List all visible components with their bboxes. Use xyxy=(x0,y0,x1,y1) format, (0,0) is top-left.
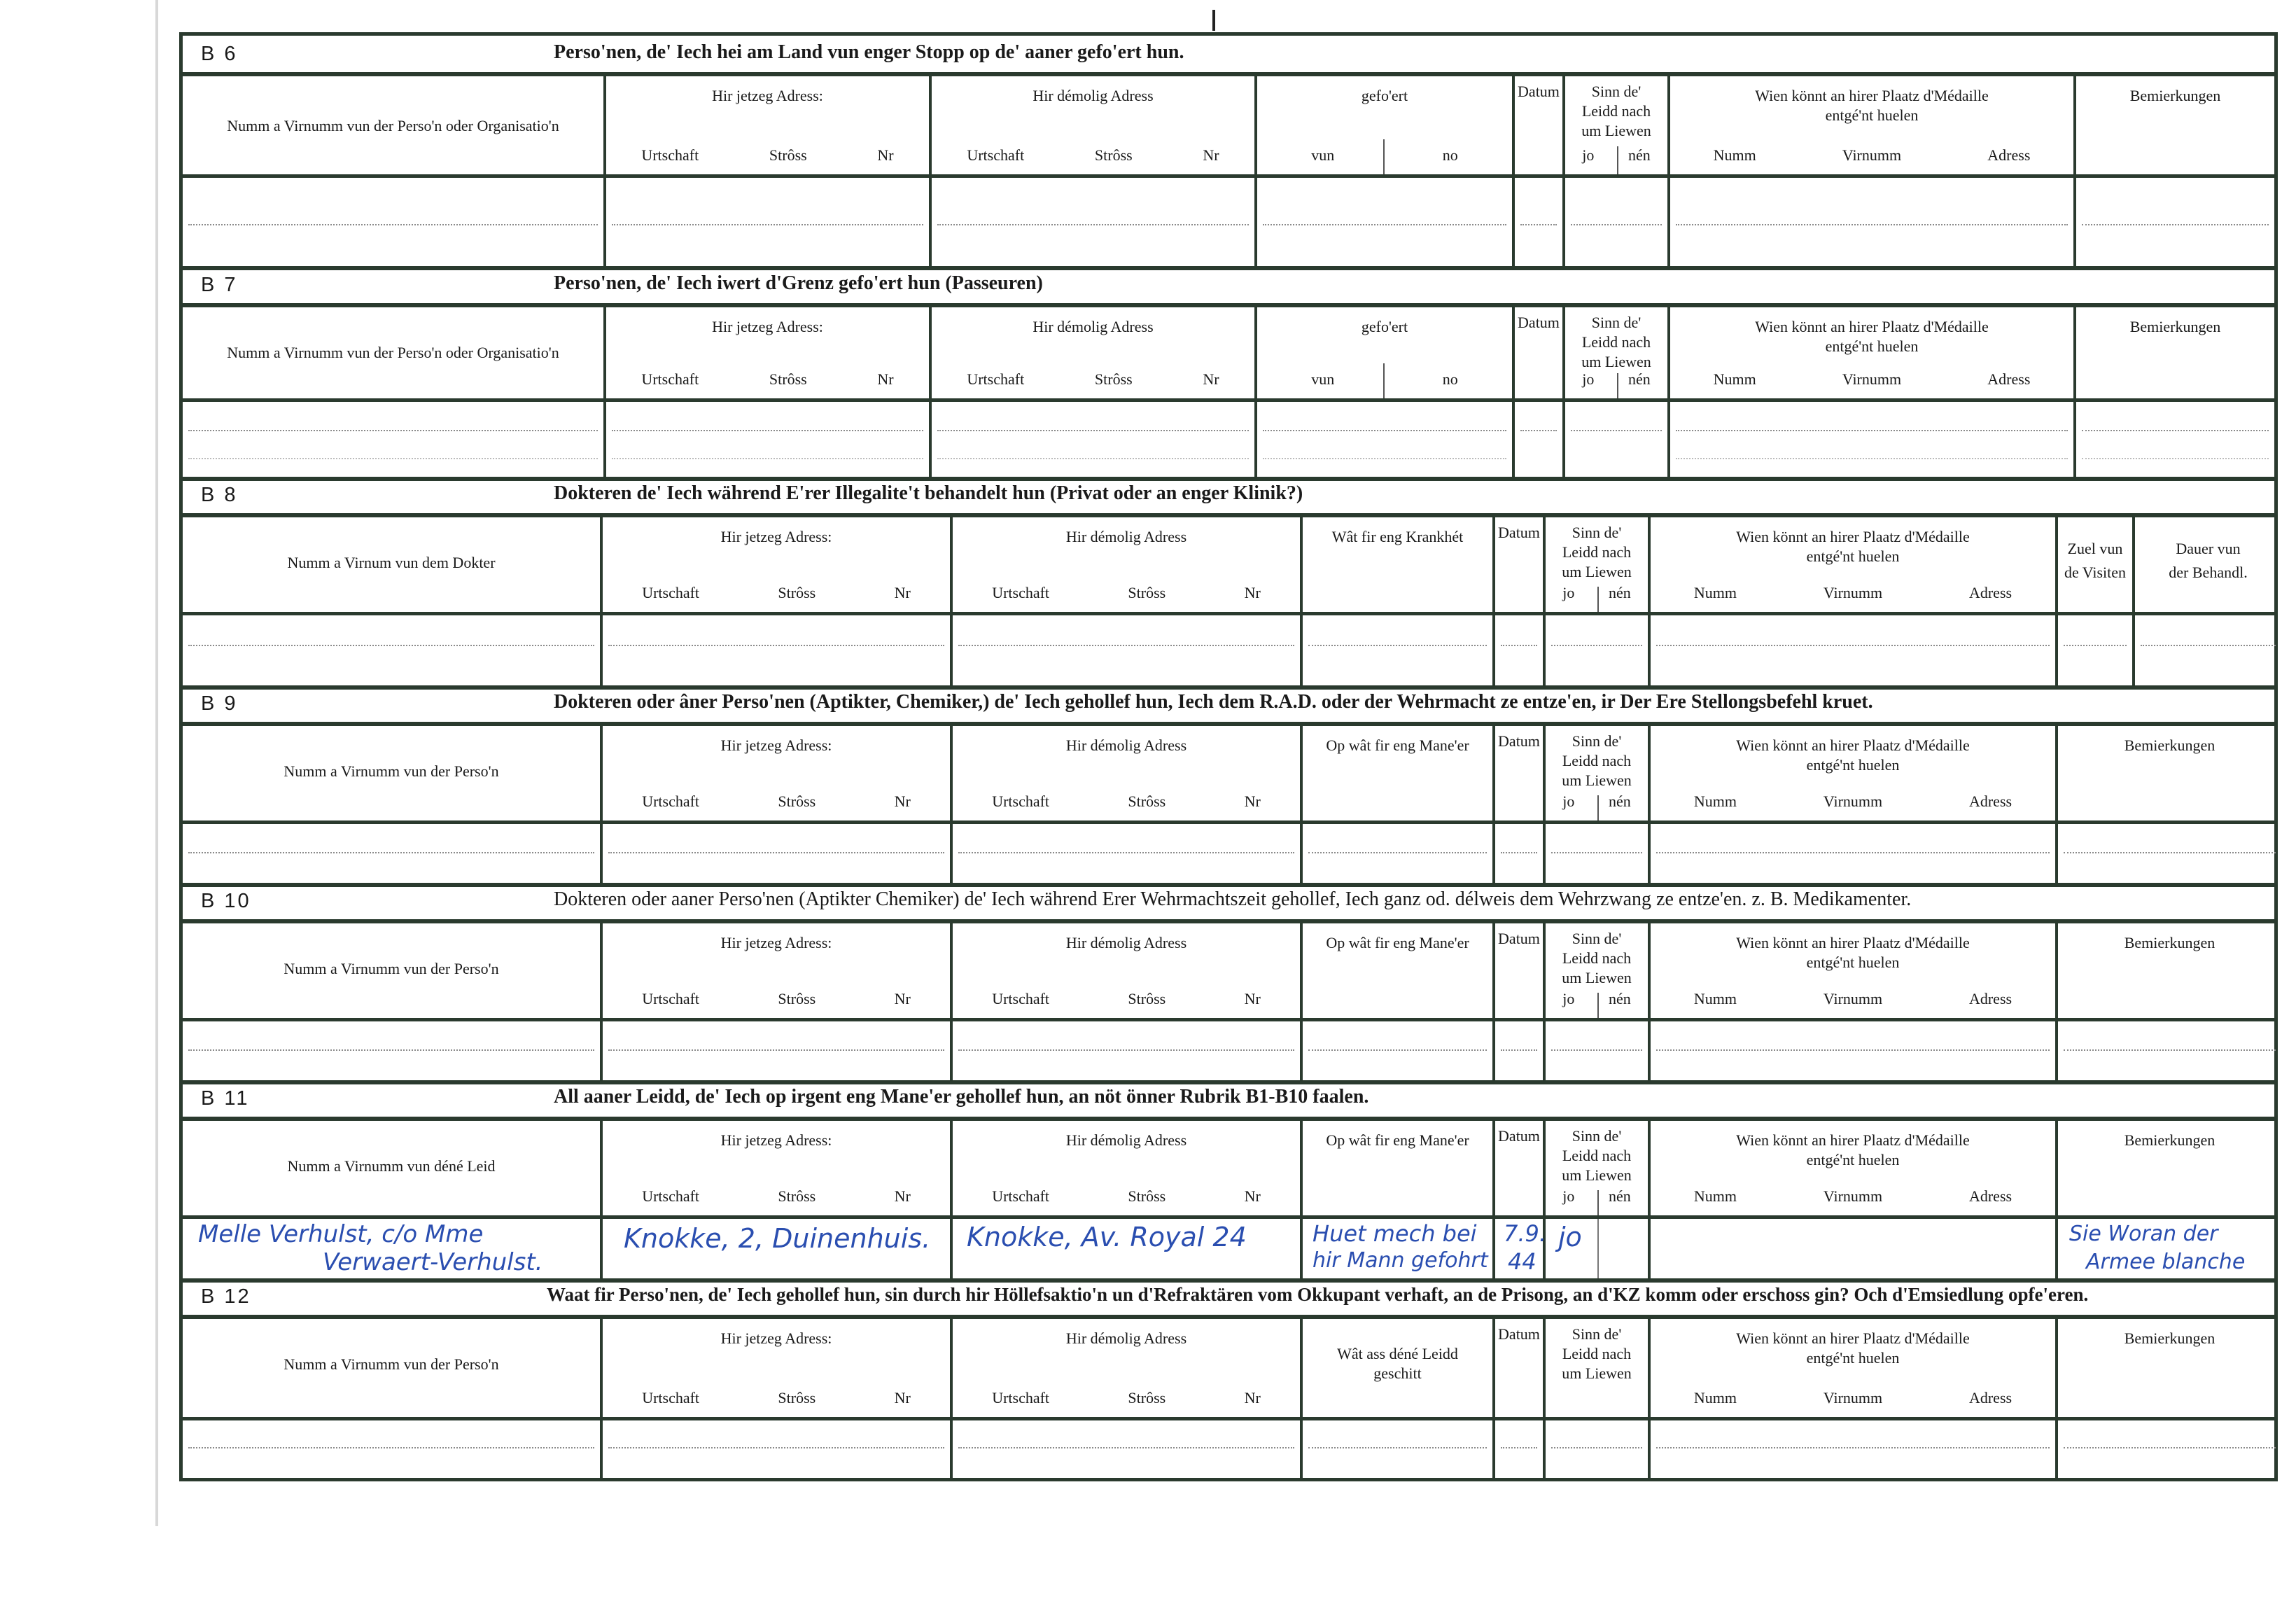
cell-former-address[interactable] xyxy=(953,1420,1303,1478)
col-medal: Wien könnt an hirer Plaatz d'Médaille entgé'nt huelen Numm Virnumm Adress xyxy=(1651,726,2058,821)
col-what-happened: Wât ass déné Leidd geschitt xyxy=(1303,1319,1495,1417)
col-medal: Wien könnt an hirer Plaatz d'Médaille entgé'nt huelen Numm Virnumm Adress xyxy=(1670,76,2076,174)
header-row xyxy=(183,1121,2274,1219)
cell-name[interactable] xyxy=(183,824,603,883)
form-sheet xyxy=(179,32,2278,1481)
cell-medal[interactable] xyxy=(1670,402,2076,477)
section-title: Perso'nen, de' Iech hei am Land vun enger Stopp op de' aaner gefo'ert hun. xyxy=(554,41,1184,63)
section-b7 xyxy=(179,267,2278,477)
cell-former-address[interactable] xyxy=(932,402,1257,477)
section-title: Dokteren oder aaner Perso'nen (Aptikter Chemiker) de' Iech während Erer Wehrmachtszeit gehollef, Iech ganz od. délweis dem Wehrzwang ze entze'en. z. B. Medikamenter. xyxy=(554,888,1912,910)
handwritten-date-line2: 44 xyxy=(1508,1248,1536,1275)
col-former-address: Hir démolig Adress Urtschaft Strôss Nr xyxy=(953,923,1303,1018)
col-datum: Datum xyxy=(1495,923,1546,1018)
handwritten-name-line1: Melle Verhulst, c/o Mme xyxy=(198,1220,484,1248)
col-remarks: Bemierkungen xyxy=(2124,736,2216,754)
col-alive: Sinn de' Leidd nach um Liewen jo nén xyxy=(1546,517,1651,612)
cell-datum[interactable] xyxy=(1495,1420,1546,1478)
col-duration: Dauer vun der Behandl. xyxy=(2169,540,2248,581)
entry-row xyxy=(183,1021,2274,1084)
cell-name[interactable] xyxy=(183,1420,603,1478)
col-current-address: Hir jetzeg Adress: Urtschaft Strôss Nr xyxy=(603,517,953,612)
col-name: Numm a Virnumm vun der Perso'n oder Organisatio'n xyxy=(183,76,606,174)
header-row xyxy=(183,923,2274,1021)
col-name: Numm a Virnumm vun der Perso'n xyxy=(183,726,603,821)
col-name: Numm a Virnumm vun déné Leid xyxy=(183,1121,603,1215)
header-row xyxy=(183,307,2274,402)
cell-duration[interactable] xyxy=(2135,615,2281,685)
top-fold-mark xyxy=(1212,10,1215,31)
col-alive: Sinn de' Leidd nach um Liewen xyxy=(1546,1319,1651,1417)
col-remarks: Bemierkungen xyxy=(2129,87,2221,104)
header-row xyxy=(183,1319,2274,1420)
col-datum: Datum xyxy=(1515,76,1565,174)
cell-former-address[interactable] xyxy=(953,615,1303,685)
entry-row xyxy=(183,615,2274,690)
section-title-bar xyxy=(183,36,2274,76)
cell-current-address[interactable] xyxy=(603,1021,953,1080)
entry-row xyxy=(183,1420,2274,1478)
binding-strip xyxy=(155,0,158,1526)
section-code: B 10 xyxy=(201,890,251,912)
col-remarks: Bemierkungen xyxy=(2124,934,2216,951)
col-current-address: Hir jetzeg Adress: Urtschaft Strôss Nr xyxy=(603,923,953,1018)
cell-datum[interactable] xyxy=(1515,178,1565,266)
col-current-address: Hir jetzeg Adress: Urtschaft Strôss Nr xyxy=(603,1319,953,1417)
col-remarks: Bemierkungen xyxy=(2129,318,2221,335)
section-title-bar xyxy=(183,883,2274,923)
section-title-bar xyxy=(183,1278,2274,1319)
col-datum: Datum xyxy=(1515,307,1565,398)
cell-name[interactable] xyxy=(183,402,606,477)
cell-alive[interactable] xyxy=(1546,1420,1651,1478)
cell-gefoert[interactable] xyxy=(1257,402,1515,477)
cell-alive[interactable] xyxy=(1565,178,1670,266)
section-title: Perso'nen, de' Iech iwert d'Grenz gefo'ert hun (Passeuren) xyxy=(554,272,1043,294)
cell-current-address[interactable] xyxy=(603,1420,953,1478)
col-remarks: Bemierkungen xyxy=(2124,1131,2216,1149)
cell-manner[interactable] xyxy=(1303,1219,1495,1278)
handwritten-manner-line2: hir Mann gefohrt xyxy=(1312,1248,1488,1273)
col-medal: Wien könnt an hirer Plaatz d'Médaille entgé'nt huelen Numm Virnumm Adress xyxy=(1670,307,2076,398)
section-b12 xyxy=(179,1278,2278,1481)
section-b9 xyxy=(179,685,2278,883)
col-former-address: Hir démolig Adress Urtschaft Strôss Nr xyxy=(953,517,1303,612)
cell-remarks[interactable] xyxy=(2076,178,2274,266)
col-alive: Sinn de' Leidd nach um Liewen jo nén xyxy=(1546,923,1651,1018)
section-code: B 9 xyxy=(201,692,238,715)
col-visits: Zuel vun de Visiten xyxy=(2058,517,2135,612)
cell-visits[interactable] xyxy=(2058,615,2135,685)
col-former-address: Hir démolig Adress Urtschaft Strôss Nr xyxy=(932,307,1257,398)
col-name: Numm a Virnumm vun der Perso'n oder Organisatio'n xyxy=(183,307,606,398)
col-alive: Sinn de' Leidd nach um Liewen jo nén xyxy=(1546,726,1651,821)
handwritten-remarks-line1: Sie Woran der xyxy=(2069,1222,2218,1246)
col-current-address: Hir jetzeg Adress: Urtschaft Strôss Nr xyxy=(603,726,953,821)
cell-former-address[interactable] xyxy=(953,1021,1303,1080)
section-code: B 7 xyxy=(201,274,238,296)
section-b6 xyxy=(179,32,2278,267)
cell-current-address[interactable] xyxy=(606,402,932,477)
cell-current-address[interactable] xyxy=(603,1219,953,1278)
section-title-bar xyxy=(183,477,2274,517)
col-illness: Wât fir eng Krankhét xyxy=(1303,517,1495,612)
col-alive: Sinn de' Leidd nach um Liewen jo nén xyxy=(1565,76,1670,174)
cell-former-address[interactable] xyxy=(953,824,1303,883)
col-datum: Datum xyxy=(1495,726,1546,821)
entry-row xyxy=(183,824,2274,887)
section-code: B 11 xyxy=(201,1087,250,1110)
col-datum: Datum xyxy=(1495,517,1546,612)
cell-medal[interactable] xyxy=(1651,1420,2058,1478)
entry-row-filled xyxy=(183,1219,2274,1283)
cell-remarks[interactable] xyxy=(2058,1219,2281,1278)
col-gefoert: gefo'ert vun no xyxy=(1257,307,1515,398)
entry-row xyxy=(183,178,2274,270)
col-current-address: Hir jetzeg Adress: Urtschaft Strôss Nr xyxy=(603,1121,953,1215)
cell-alive[interactable] xyxy=(1565,402,1670,477)
cell-alive[interactable] xyxy=(1546,1021,1651,1080)
section-title-bar xyxy=(183,267,2274,307)
cell-medal[interactable] xyxy=(1651,824,2058,883)
handwritten-current-address: Knokke, 2, Duinenhuis. xyxy=(624,1223,931,1254)
cell-what-happened[interactable] xyxy=(1303,1420,1495,1478)
section-title: Dokteren oder âner Perso'nen (Aptikter, Chemiker,) de' Iech gehollef hun, Iech dem R.A.D. oder der Wehrmacht ze entze'en, ir Der Ere Stellongsbefehl kruet. xyxy=(554,691,1873,713)
col-former-address: Hir démolig Adress Urtschaft Strôss Nr xyxy=(953,1121,1303,1215)
col-name: Numm a Virnumm vun der Perso'n xyxy=(183,1319,603,1417)
cell-current-address[interactable] xyxy=(603,824,953,883)
col-gefoert: gefo'ert vun no xyxy=(1257,76,1515,174)
col-medal: Wien könnt an hirer Plaatz d'Médaille entgé'nt huelen Numm Virnumm Adress xyxy=(1651,1319,2058,1417)
section-b8 xyxy=(179,477,2278,685)
col-manner: Op wât fir eng Mane'er xyxy=(1303,1121,1495,1215)
col-current-address: Hir jetzeg Adress: Urtschaft Strôss Nr xyxy=(606,307,932,398)
section-title: All aaner Leidd, de' Iech op irgent eng Mane'er gehollef hun, an nöt önner Rubrik B1-B10 faalen. xyxy=(554,1086,1369,1108)
handwritten-manner-line1: Huet mech bei xyxy=(1312,1220,1477,1247)
col-alive: Sinn de' Leidd nach um Liewen jo nén xyxy=(1546,1121,1651,1215)
col-doctor-name: Numm a Virnum vun dem Dokter xyxy=(183,517,603,612)
cell-datum[interactable] xyxy=(1495,615,1546,685)
section-title: Dokteren de' Iech während E'rer Illegalite't behandelt hun (Privat oder an enger Klinik?) xyxy=(554,482,1303,504)
header-row xyxy=(183,76,2274,178)
handwritten-former-address: Knokke, Av. Royal 24 xyxy=(967,1222,1247,1252)
cell-alive[interactable] xyxy=(1546,1219,1651,1278)
cell-datum[interactable] xyxy=(1495,1021,1546,1080)
section-title: Waat fir Perso'nen, de' Iech gehollef hun, sin durch hir Höllefsaktio'n un d'Refraktären vom Okkupant verhaft, an de Prisong, an d'KZ komm oder erschoss gin? Och d'Emsiedlung opfe'eren. xyxy=(547,1284,2089,1305)
col-remarks: Bemierkungen xyxy=(2124,1329,2216,1347)
cell-remarks[interactable] xyxy=(2058,824,2281,883)
col-current-address: Hir jetzeg Adress: Urtschaft Strôss Nr xyxy=(606,76,932,174)
handwritten-alive: jo xyxy=(1558,1222,1582,1252)
cell-current-address[interactable] xyxy=(606,178,932,266)
handwritten-name-line2: Verwaert-Verhulst. xyxy=(323,1248,543,1276)
header-row xyxy=(183,517,2274,615)
cell-remarks[interactable] xyxy=(2058,1420,2281,1478)
cell-name[interactable] xyxy=(183,615,603,685)
col-manner: Op wât fir eng Mane'er xyxy=(1303,726,1495,821)
section-title-bar xyxy=(183,1080,2274,1121)
cell-medal[interactable] xyxy=(1651,1219,2058,1278)
section-b10 xyxy=(179,883,2278,1080)
cell-current-address[interactable] xyxy=(603,615,953,685)
col-former-address: Hir démolig Adress Urtschaft Strôss Nr xyxy=(953,726,1303,821)
col-medal: Wien könnt an hirer Plaatz d'Médaille entgé'nt huelen Numm Virnumm Adress xyxy=(1651,923,2058,1018)
col-datum: Datum xyxy=(1495,1319,1546,1417)
cell-alive[interactable] xyxy=(1546,615,1651,685)
cell-datum[interactable] xyxy=(1515,402,1565,477)
section-title-bar xyxy=(183,685,2274,726)
cell-former-address[interactable] xyxy=(953,1219,1303,1278)
header-row xyxy=(183,726,2274,824)
cell-medal[interactable] xyxy=(1651,615,2058,685)
cell-remarks[interactable] xyxy=(2076,402,2274,477)
col-manner: Op wât fir eng Mane'er xyxy=(1303,923,1495,1018)
cell-gefoert[interactable] xyxy=(1257,178,1515,266)
cell-former-address[interactable] xyxy=(932,178,1257,266)
cell-manner[interactable] xyxy=(1303,1021,1495,1080)
col-name: Numm a Virnumm vun der Perso'n xyxy=(183,923,603,1018)
handwritten-date-line1: 7.9. xyxy=(1504,1220,1547,1247)
cell-alive[interactable] xyxy=(1546,824,1651,883)
cell-remarks[interactable] xyxy=(2058,1021,2281,1080)
col-former-address: Hir démolig Adress Urtschaft Strôss Nr xyxy=(932,76,1257,174)
cell-medal[interactable] xyxy=(1651,1021,2058,1080)
col-medal: Wien könnt an hirer Plaatz d'Médaille entgé'nt huelen Numm Virnumm Adress xyxy=(1651,517,2058,612)
cell-name[interactable] xyxy=(183,1021,603,1080)
cell-medal[interactable] xyxy=(1670,178,2076,266)
section-code: B 8 xyxy=(201,484,238,506)
cell-name[interactable] xyxy=(183,178,606,266)
cell-illness[interactable] xyxy=(1303,615,1495,685)
section-b11 xyxy=(179,1080,2278,1278)
handwritten-remarks-line2: Armee blanche xyxy=(2086,1250,2246,1274)
cell-name[interactable] xyxy=(183,1219,603,1278)
entry-row xyxy=(183,402,2274,481)
cell-manner[interactable] xyxy=(1303,824,1495,883)
cell-datum[interactable] xyxy=(1495,824,1546,883)
section-code: B 12 xyxy=(201,1285,251,1308)
col-datum: Datum xyxy=(1495,1121,1546,1215)
col-former-address: Hir démolig Adress Urtschaft Strôss Nr xyxy=(953,1319,1303,1417)
cell-datum[interactable] xyxy=(1495,1219,1546,1278)
col-medal: Wien könnt an hirer Plaatz d'Médaille entgé'nt huelen Numm Virnumm Adress xyxy=(1651,1121,2058,1215)
section-code: B 6 xyxy=(201,43,238,65)
col-alive: Sinn de' Leidd nach um Liewen jo nén xyxy=(1565,307,1670,398)
